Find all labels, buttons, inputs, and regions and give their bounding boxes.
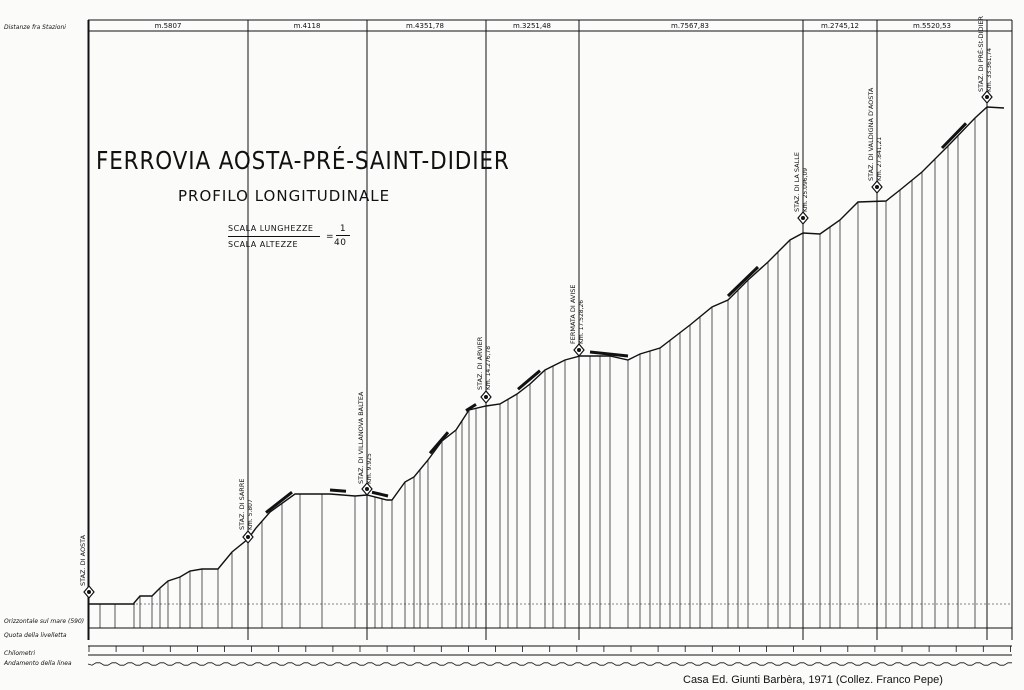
station-kilometer: Km. 25.096,09: [802, 167, 809, 212]
station-name: STAZ. DI AOSTA: [79, 534, 87, 586]
station-kilometer: Km. 27.841,21: [876, 136, 883, 181]
diagram-title: FERROVIA AOSTA-PRÉ-SAINT-DIDIER: [96, 146, 510, 175]
distance-label: m.5520,53: [913, 22, 951, 30]
distance-label: m.4351,78: [406, 22, 444, 30]
scale-value-bar: [336, 235, 350, 236]
station-marker-dot: [985, 95, 989, 99]
station-name: STAZ. DI VALDIGNA D'AOSTA: [867, 87, 875, 181]
station-marker-dot: [246, 535, 250, 539]
station-kilometer: Km. 14.276,78: [485, 345, 492, 390]
scale-value-numerator: 1: [339, 224, 347, 234]
scale-value-denominator: 40: [334, 238, 347, 248]
distance-label: m.2745,12: [821, 22, 859, 30]
scale-ratio: [228, 224, 347, 249]
scale-fraction-bar: [228, 236, 320, 237]
station-name: STAZ. DI PRÉ-St-DIDIER: [977, 16, 985, 92]
row-label-elevations: Quota della livelletta: [4, 632, 67, 639]
tunnel-bar: [942, 123, 966, 148]
station-name: STAZ. DI SARRE: [238, 478, 246, 530]
distance-label: m.3251,48: [513, 22, 551, 30]
station-marker-dot: [801, 216, 805, 220]
station-marker-dot: [577, 348, 581, 352]
tunnel-bar: [728, 267, 758, 296]
station-kilometer: Km. 17.528,26: [578, 299, 585, 344]
distance-label: m.5807: [154, 22, 182, 30]
alignment-line: [88, 663, 1012, 665]
distance-label: m.4118: [293, 22, 321, 30]
station-marker-dot: [365, 487, 369, 491]
station-kilometer: Km. 9.925: [366, 453, 373, 484]
station-marker-dot: [87, 590, 91, 594]
station-name: STAZ. DI LA SALLE: [793, 152, 801, 212]
diagram-subtitle: PROFILO LONGITUDINALE: [178, 187, 391, 205]
tunnel-bar: [372, 492, 388, 496]
scale-equals: =: [326, 232, 335, 242]
station-name: FERMATA DI AVISE: [569, 284, 577, 344]
scale-lengths-label: SCALA LUNGHEZZE: [228, 224, 314, 233]
scale-heights-label: SCALA ALTEZZE: [228, 240, 299, 249]
row-label-distances: Distanze fra Stazioni: [4, 24, 66, 31]
tunnel-bar: [430, 432, 448, 453]
photo-credit: Casa Ed. Giunti Barbèra, 1971 (Collez. Franco Pepe): [683, 674, 943, 686]
station-name: STAZ. DI VILLANOVA BALTEA: [357, 391, 365, 484]
distance-label: m.7567,83: [671, 22, 709, 30]
station-marker-dot: [875, 185, 879, 189]
row-label-datum: Orizzontale sul mare (590): [4, 618, 85, 625]
station-name: STAZ. DI ARVIER: [476, 336, 484, 390]
tunnel-bar: [518, 371, 540, 390]
tunnel-bar: [266, 492, 292, 512]
row-label-alignment: Andamento della linea: [4, 660, 72, 667]
station-marker-dot: [484, 395, 488, 399]
tunnel-bar: [330, 490, 346, 491]
row-label-kilometers: Chilometri: [4, 650, 36, 657]
station-kilometer: Km. 5.807: [247, 499, 254, 530]
station-kilometer: Km. 33.361,74: [986, 47, 993, 92]
